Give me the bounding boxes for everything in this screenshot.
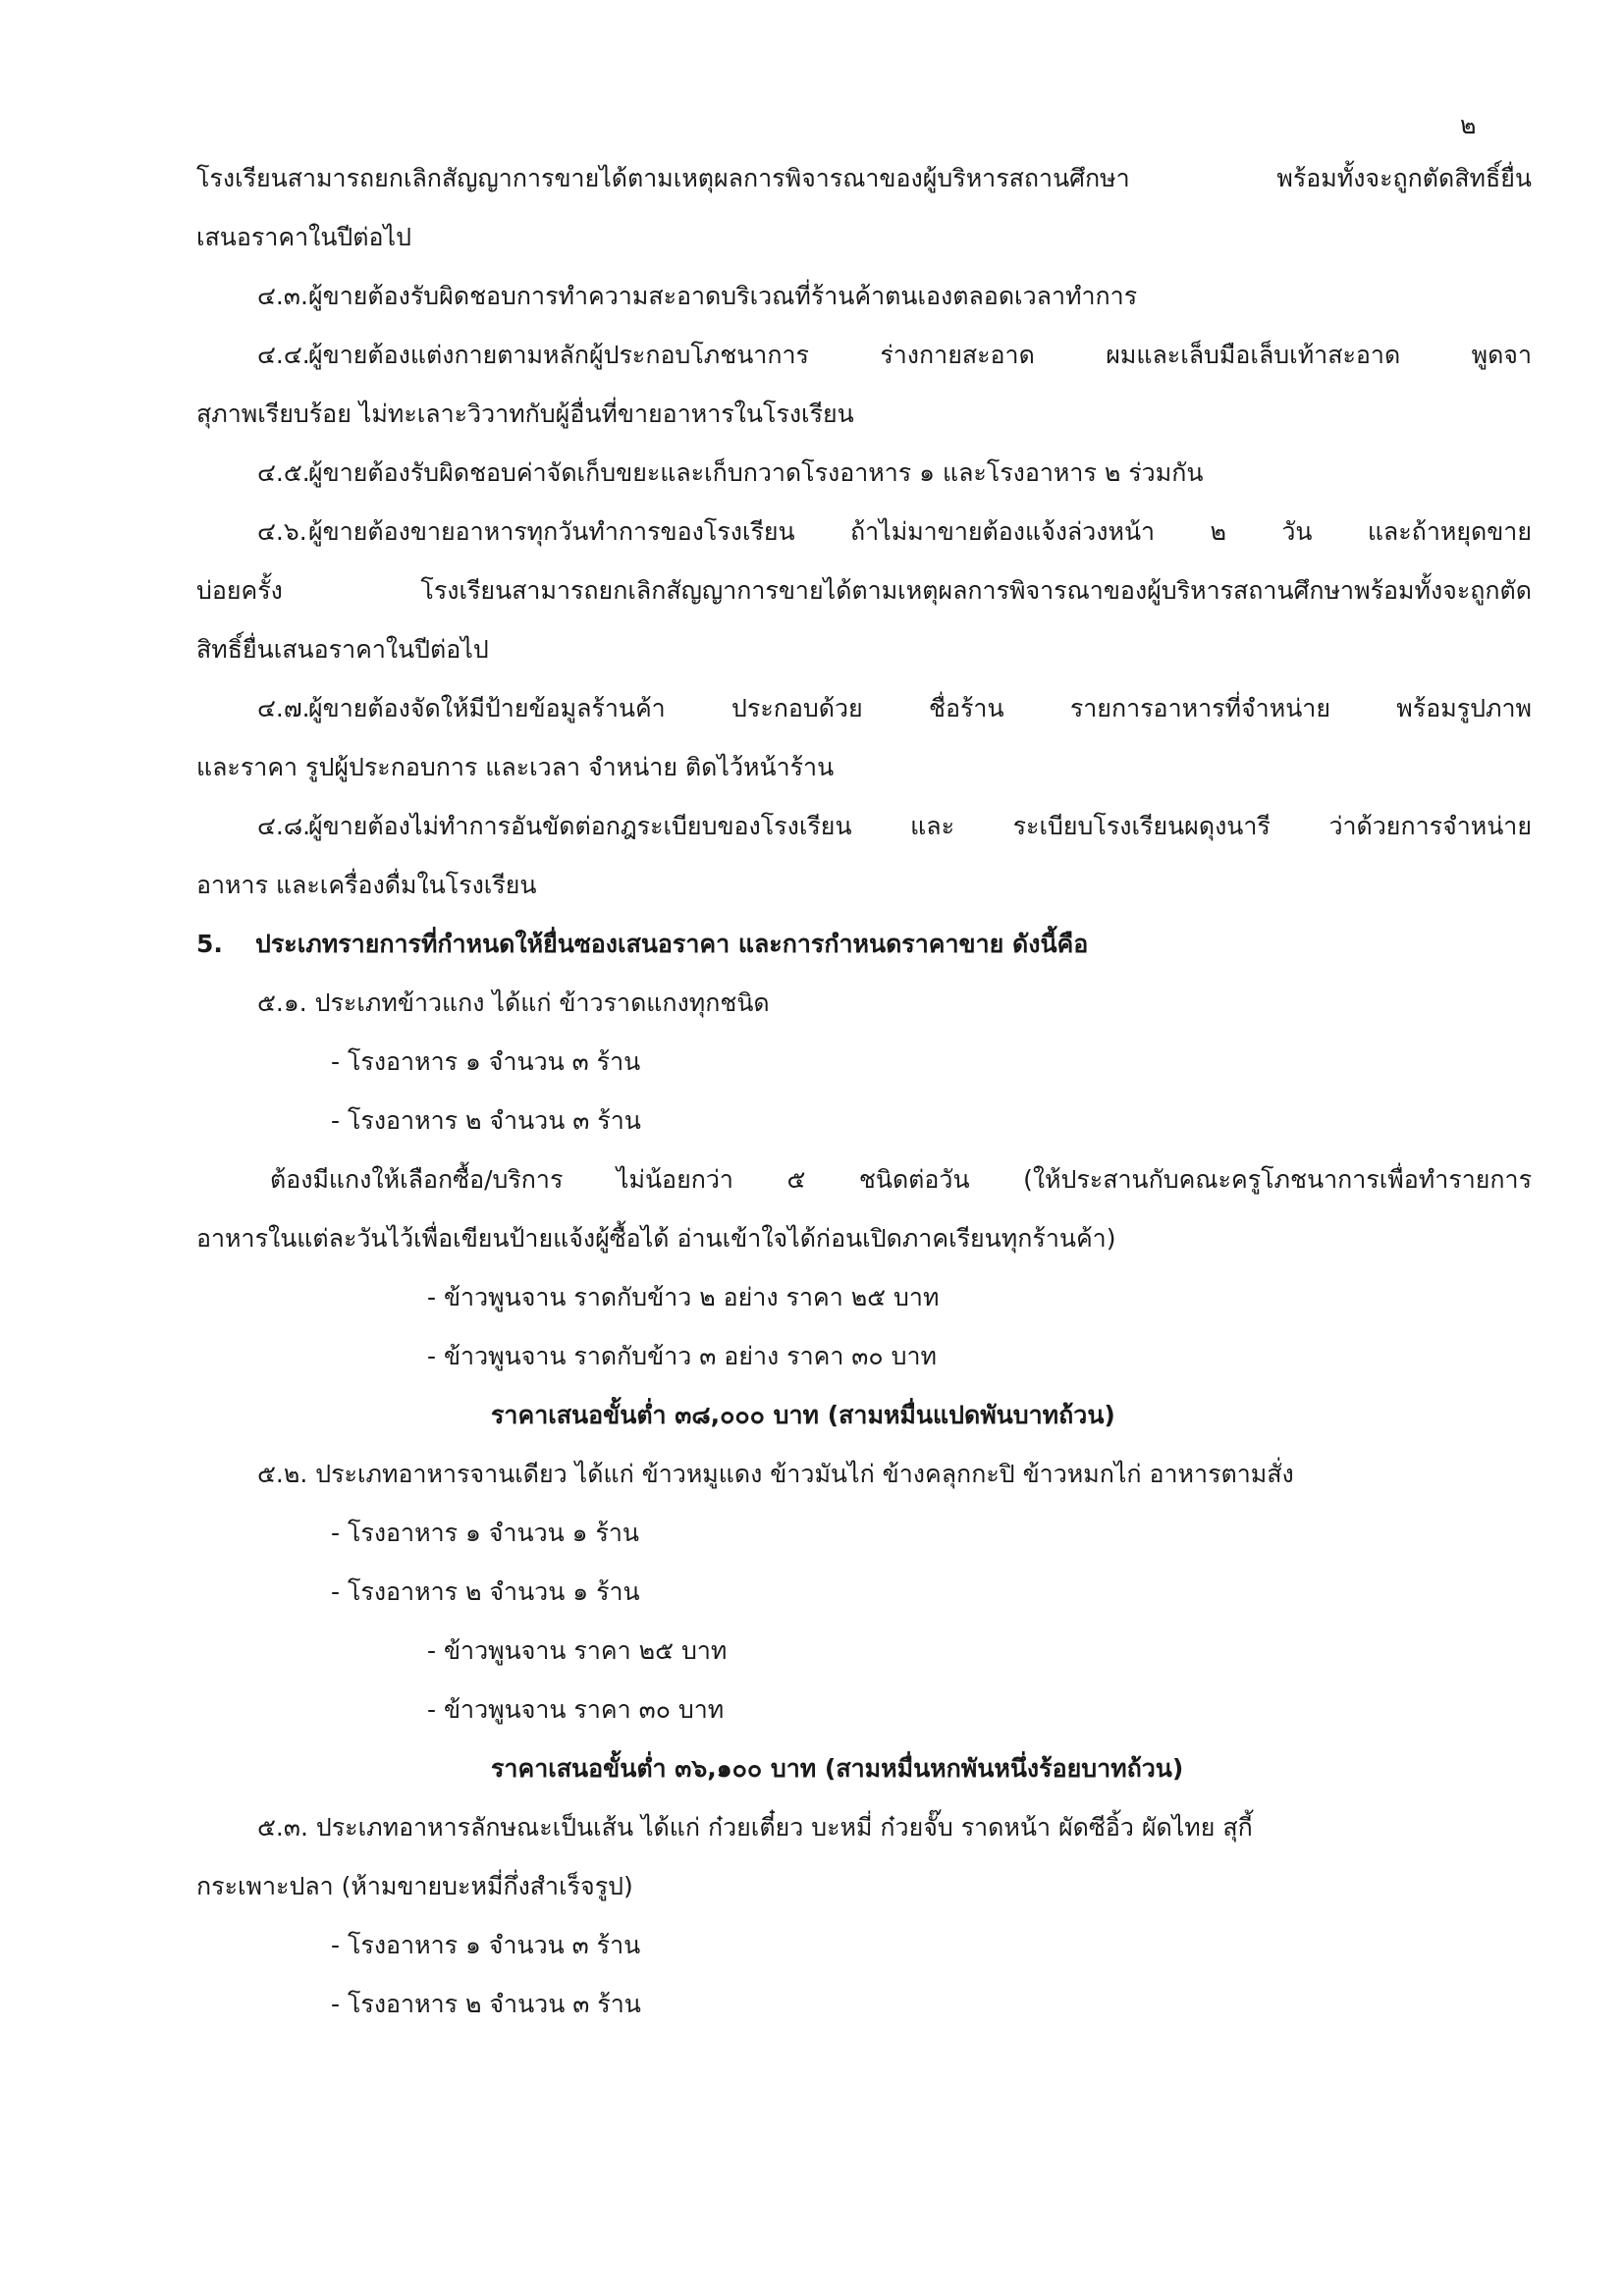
- section-title: ประเภทรายการที่กำหนดให้ยื่นซองเสนอราคา และการกำหนดราคาขาย ดังนี้คือ: [255, 930, 1089, 958]
- paragraph-line: บ่อยครั้ง โรงเรียนสามารถยกเลิกสัญญาการขายได้ตามเหตุผลการพิจารณาของผู้บริหารสถานศึกษาพร้อมทั้งจะถูกตัด: [196, 576, 1532, 605]
- clause-4-7: [257, 689, 1532, 728]
- clause-number: ๔.๔.: [257, 341, 310, 369]
- paragraph-line: ต้องมีแกงให้เลือกซื้อ/บริการ ไม่น้อยกว่า ๕ ชนิดต่อวัน (ให้ประสานกับคณะครูโภชนาการเพื่อทำรายการ: [270, 1165, 1532, 1194]
- paragraph-line: อาหารในแต่ละวันไว้เพื่อเขียนป้ายแจ้งผู้ซื้อได้ อ่านเข้าใจได้ก่อนเปิดภาคเรียนทุกร้านค้า): [196, 1224, 1116, 1253]
- page-number: ๒: [1460, 111, 1477, 139]
- clause-number: ๔.๘.: [257, 812, 311, 840]
- clause-4-8: [257, 807, 1532, 846]
- clause-4-6: [257, 512, 1532, 552]
- clause-text: ผู้ขายต้องไม่ทำการอันขัดต่อกฎระเบียบของโรงเรียน และ ระเบียบโรงเรียนผดุงนารี ว่าด้วยการจำหน่าย: [308, 812, 1532, 840]
- clause-text: ผู้ขายต้องขายอาหารทุกวันทำการของโรงเรียน ถ้าไม่มาขายต้องแจ้งล่วงหน้า ๒ วัน และถ้าหยุดขาย: [308, 517, 1532, 546]
- clause-number: ๔.๖.: [257, 517, 307, 546]
- clause-text: ผู้ขายต้องแต่งกายตามหลักผู้ประกอบโภชนาการ ร่างกายสะอาด ผมและเล็บมือเล็บเท้าสะอาด พูดจา: [308, 341, 1532, 369]
- price-item: - ข้าวพูนจาน ราคา ๒๕ บาท: [427, 1636, 728, 1665]
- clause-4-5: [257, 454, 1203, 493]
- paragraph-line: กระเพาะปลา (ห้ามขายบะหมี่กึ่งสำเร็จรูป): [196, 1872, 633, 1900]
- price-item: - ข้าวพูนจาน ราคา ๓๐ บาท: [427, 1695, 725, 1724]
- list-item: - โรงอาหาร ๑ จำนวน ๓ ร้าน: [331, 1931, 641, 1959]
- clause-number: ๔.๓.: [257, 282, 308, 310]
- clause-number: ๔.๕.: [257, 458, 310, 487]
- subsection-5-2: ๕.๒. ประเภทอาหารจานเดียว ได้แก่ ข้าวหมูแดง ข้าวมันไก่ ข้างคลุกกะปิ ข้าวหมกไก่ อาหารตามสั่ง: [257, 1460, 1294, 1488]
- paragraph-line: สิทธิ์ยื่นเสนอราคาในปีต่อไป: [196, 635, 489, 664]
- minimum-bid-price: ราคาเสนอขั้นต่ำ ๓๖,๑๐๐ บาท (สามหมื่นหกพันหนึ่งร้อยบาทถ้วน): [491, 1754, 1184, 1783]
- list-item: - โรงอาหาร ๒ จำนวน ๑ ร้าน: [331, 1577, 640, 1606]
- list-item: - โรงอาหาร ๒ จำนวน ๓ ร้าน: [331, 1106, 641, 1135]
- clause-4-3: [257, 277, 1137, 316]
- subsection-5-1: ๕.๑. ประเภทข้าวแกง ได้แก่ ข้าวราดแกงทุกชนิด: [257, 988, 770, 1017]
- clause-number: ๔.๗.: [257, 694, 310, 722]
- clause-text: ผู้ขายต้องรับผิดชอบค่าจัดเก็บขยะและเก็บกวาดโรงอาหาร ๑ และโรงอาหาร ๒ ร่วมกัน: [308, 458, 1204, 487]
- minimum-bid-price: ราคาเสนอขั้นต่ำ ๓๘,๐๐๐ บาท (สามหมื่นแปดพันบาทถ้วน): [491, 1401, 1115, 1429]
- price-item: - ข้าวพูนจาน ราดกับข้าว ๒ อย่าง ราคา ๒๕ บาท: [427, 1283, 940, 1311]
- list-item: - โรงอาหาร ๑ จำนวน ๑ ร้าน: [331, 1519, 640, 1547]
- paragraph-line: โรงเรียนสามารถยกเลิกสัญญาการขายได้ตามเหตุผลการพิจารณาของผู้บริหารสถานศึกษา พร้อมทั้งจะถูกตัดสิทธิ์ยื่น: [196, 164, 1532, 192]
- paragraph-line: เสนอราคาในปีต่อไป: [196, 223, 411, 251]
- paragraph-line: สุภาพเรียบร้อย ไม่ทะเลาะวิวาทกับผู้อื่นที่ขายอาหารในโรงเรียน: [196, 400, 854, 428]
- clause-text: ผู้ขายต้องรับผิดชอบการทำความสะอาดบริเวณที่ร้านค้าตนเองตลอดเวลาทำการ: [308, 282, 1138, 310]
- paragraph-line: และราคา รูปผู้ประกอบการ และเวลา จำหน่าย ติดไว้หน้าร้าน: [196, 753, 835, 781]
- paragraph-line: อาหาร และเครื่องดื่มในโรงเรียน: [196, 871, 537, 899]
- section-heading-5: [196, 925, 1088, 964]
- list-item: - โรงอาหาร ๑ จำนวน ๓ ร้าน: [331, 1047, 641, 1076]
- section-number: 5.: [196, 930, 223, 958]
- clause-4-4: [257, 336, 1532, 375]
- clause-text: ผู้ขายต้องจัดให้มีป้ายข้อมูลร้านค้า ประกอบด้วย ชื่อร้าน รายการอาหารที่จำหน่าย พร้อมรูปภาพ: [308, 694, 1532, 722]
- subsection-5-3: ๕.๓. ประเภทอาหารลักษณะเป็นเส้น ได้แก่ ก๋วยเตี๋ยว บะหมี่ ก๋วยจั๊บ ราดหน้า ผัดซีอิ้ว ผัดไทย สุกี้: [257, 1813, 1253, 1842]
- price-item: - ข้าวพูนจาน ราดกับข้าว ๓ อย่าง ราคา ๓๐ บาท: [427, 1342, 937, 1370]
- list-item: - โรงอาหาร ๒ จำนวน ๓ ร้าน: [331, 1990, 641, 2018]
